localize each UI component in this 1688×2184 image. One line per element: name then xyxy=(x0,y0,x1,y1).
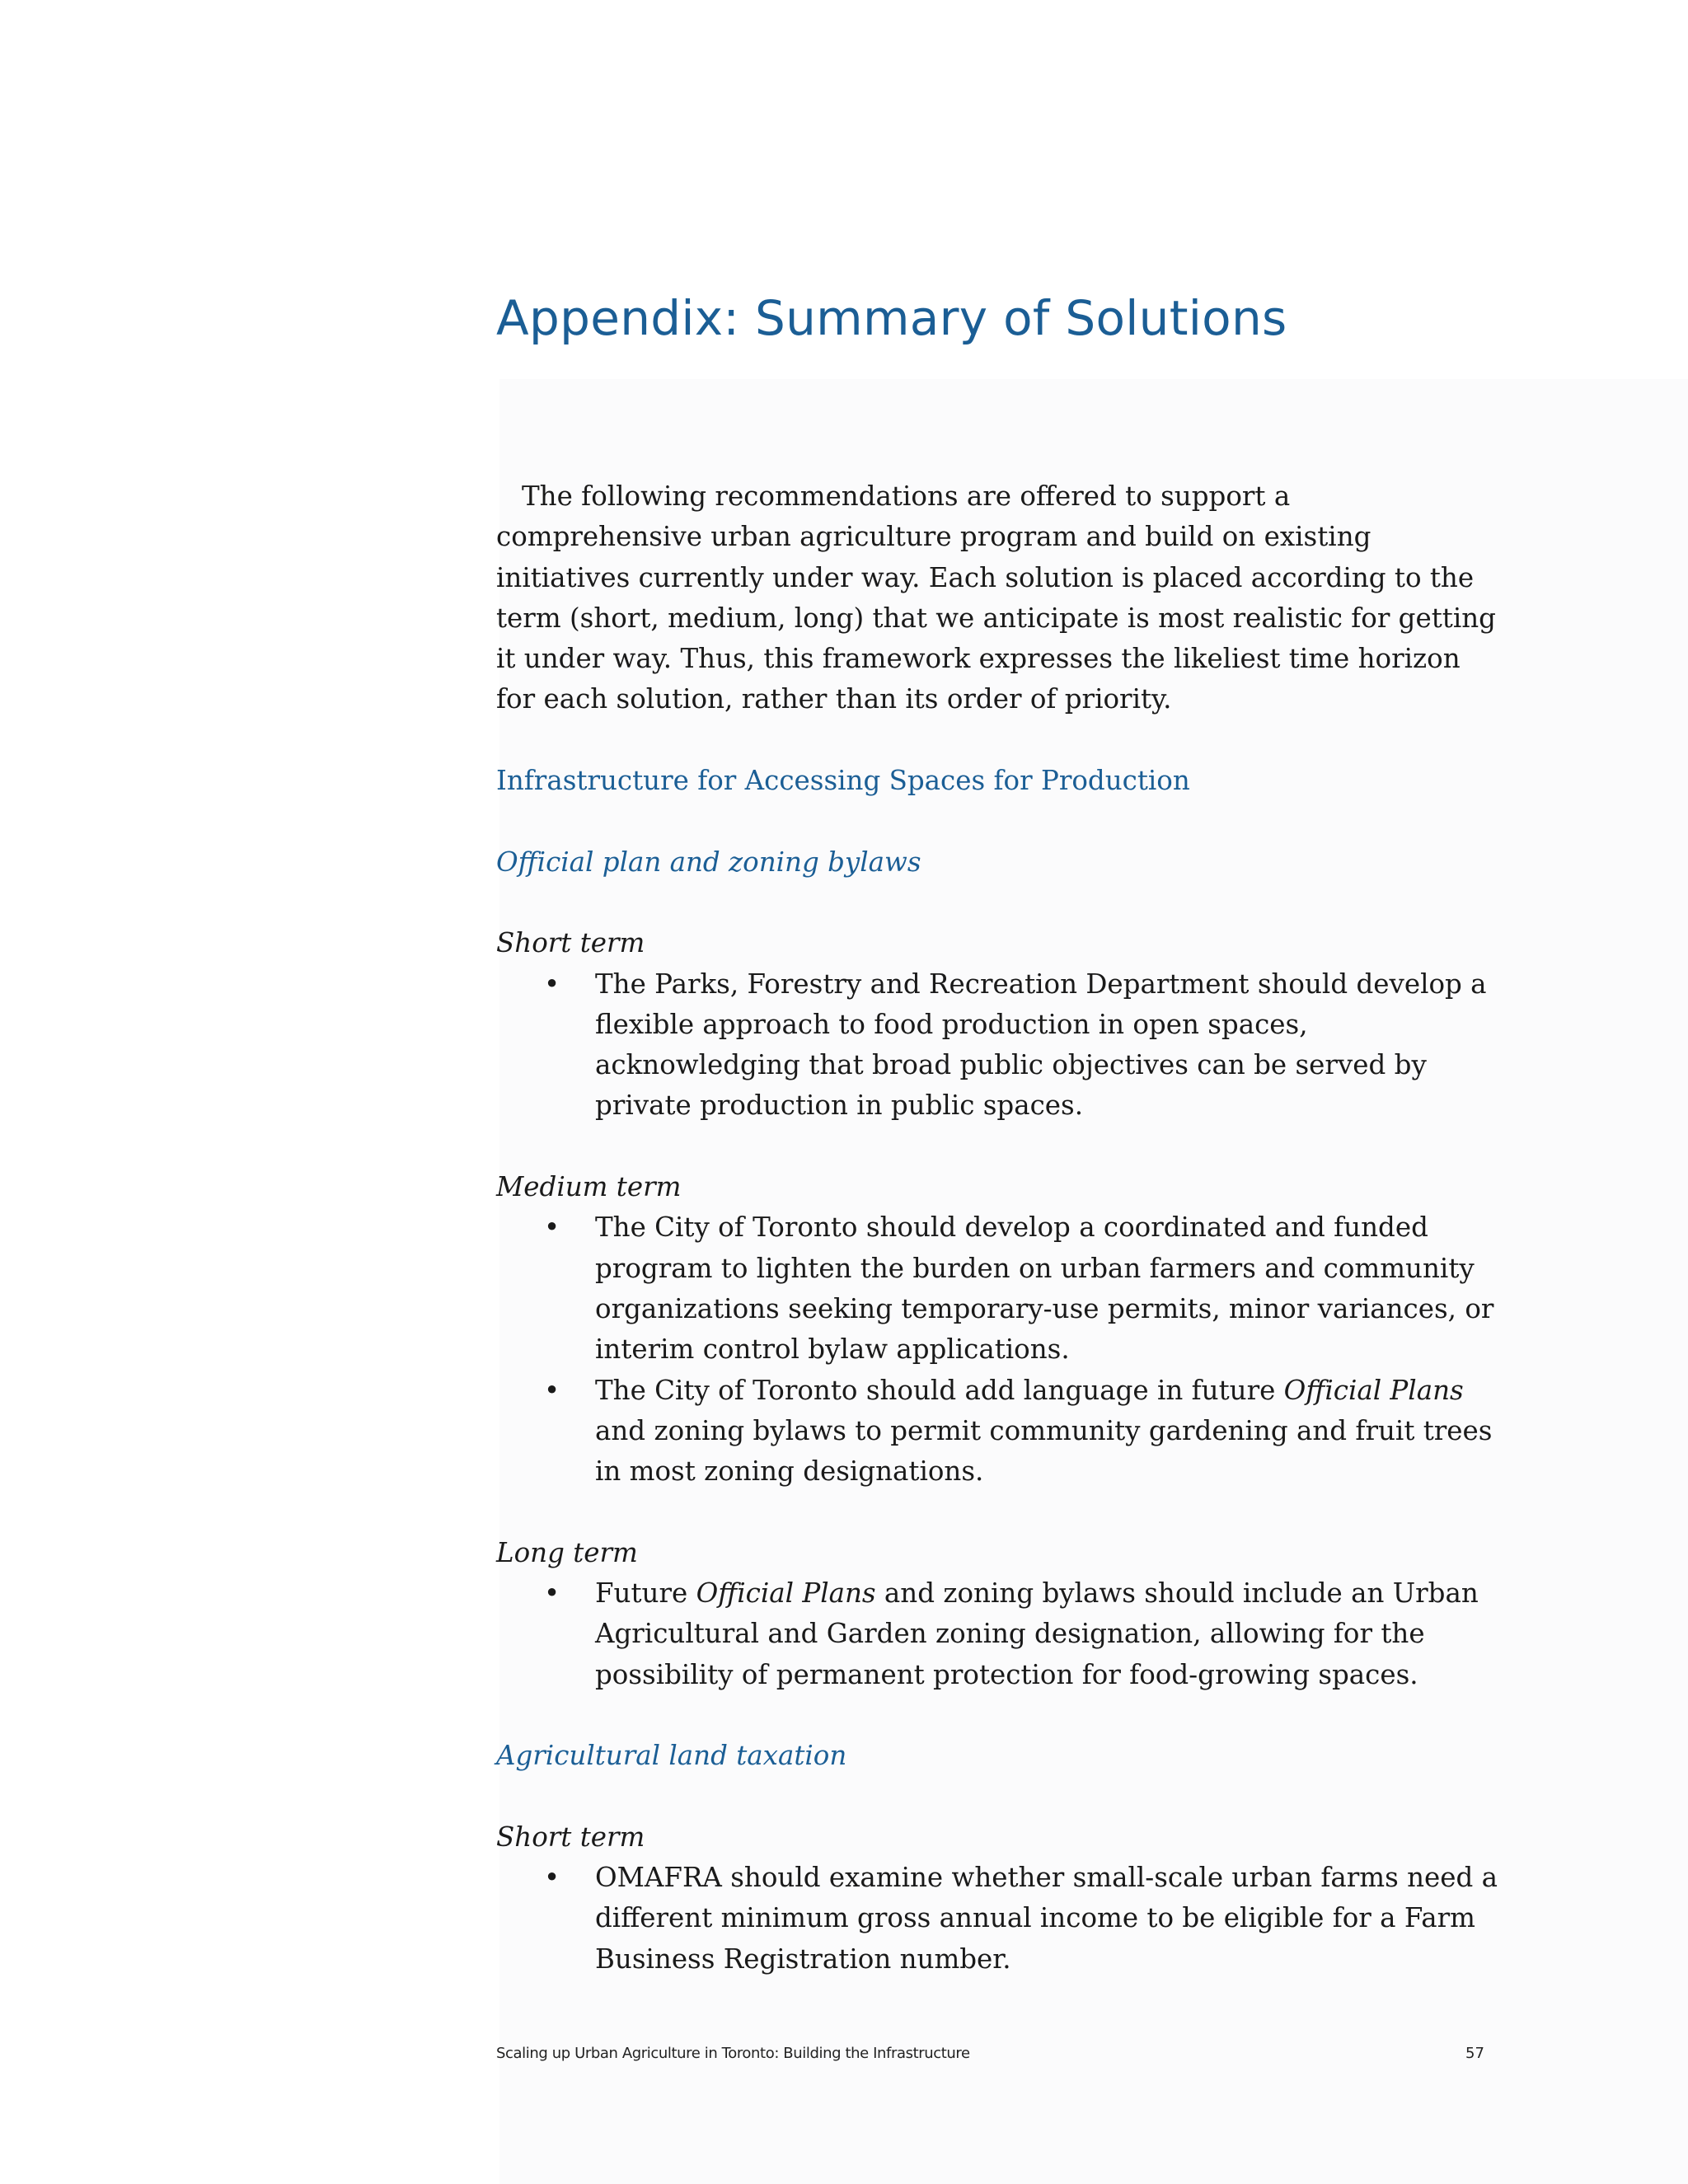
list-item-text-end: and zoning bylaws should include an Urban Agricultural and Garden zoning designation, allowing for the possibility of permanent protection for food-growing spaces. xyxy=(595,1577,1479,1690)
list-item-text-start: The City of Toronto should add language in future xyxy=(595,1374,1284,1406)
list-item xyxy=(496,1858,1502,1980)
footer-document-title: Scaling up Urban Agriculture in Toronto: Building the Infrastructure xyxy=(496,2045,970,2062)
list-item xyxy=(496,1207,1502,1370)
bullet-icon: • xyxy=(544,1374,560,1406)
page-title: Appendix: Summary of Solutions xyxy=(496,290,1287,346)
bullet-icon: • xyxy=(544,1862,560,1894)
list-item-text-end: and zoning bylaws to permit community gardening and fruit trees in most zoning designations. xyxy=(595,1414,1493,1488)
section-heading-infrastructure: Infrastructure for Accessing Spaces for Production xyxy=(496,765,1190,797)
list-item-text: OMAFRA should examine whether small-scale urban farms need a different minimum gross annual income to be eligible for a Farm Business Registration number. xyxy=(595,1862,1498,1975)
bullet-list-zoning-medium xyxy=(496,1207,1502,1492)
page-number: 57 xyxy=(1465,2045,1484,2062)
official-plans-emphasis: Official Plans xyxy=(696,1577,876,1610)
term-label-long: Long term xyxy=(496,1536,638,1568)
list-item xyxy=(496,1371,1502,1493)
subheading-official-plan-zoning: Official plan and zoning bylaws xyxy=(496,846,921,878)
intro-paragraph: The following recommendations are offered to support a comprehensive urban agriculture program and build on existing initiatives currently under way. Each solution is placed according to the term (short, medium, long) that we anticipate is most realistic for getting it under way. Thus, this framework expresses the likeliest time horizon for each solution, rather than its order of priority. xyxy=(496,480,1496,715)
bullet-list-taxation-short xyxy=(496,1858,1502,1980)
term-label-medium: Medium term xyxy=(496,1171,682,1203)
bullet-icon: • xyxy=(544,1212,560,1244)
official-plans-emphasis: Official Plans xyxy=(1283,1374,1464,1406)
list-item xyxy=(496,964,1502,1127)
term-label-short: Short term xyxy=(496,927,645,959)
bullet-icon: • xyxy=(544,1577,560,1610)
bullet-list-zoning-short xyxy=(496,964,1502,1127)
list-item-text-start: Future xyxy=(595,1577,696,1610)
bullet-list-zoning-long xyxy=(496,1573,1502,1695)
list-item xyxy=(496,1573,1502,1695)
list-item-text: The City of Toronto should develop a coordinated and funded program to lighten the burden on urban farmers and community organizations seeking temporary-use permits, minor variances, or interim control bylaw applications. xyxy=(595,1212,1494,1366)
list-item-text: The Parks, Forestry and Recreation Department should develop a flexible approach to food production in open spaces, acknowledging that broad public objectives can be served by private production in public spaces. xyxy=(595,968,1487,1122)
bullet-icon: • xyxy=(544,968,560,1000)
term-label-short: Short term xyxy=(496,1821,645,1853)
subheading-agricultural-land-taxation: Agricultural land taxation xyxy=(496,1740,847,1772)
body-text xyxy=(496,476,1502,1980)
